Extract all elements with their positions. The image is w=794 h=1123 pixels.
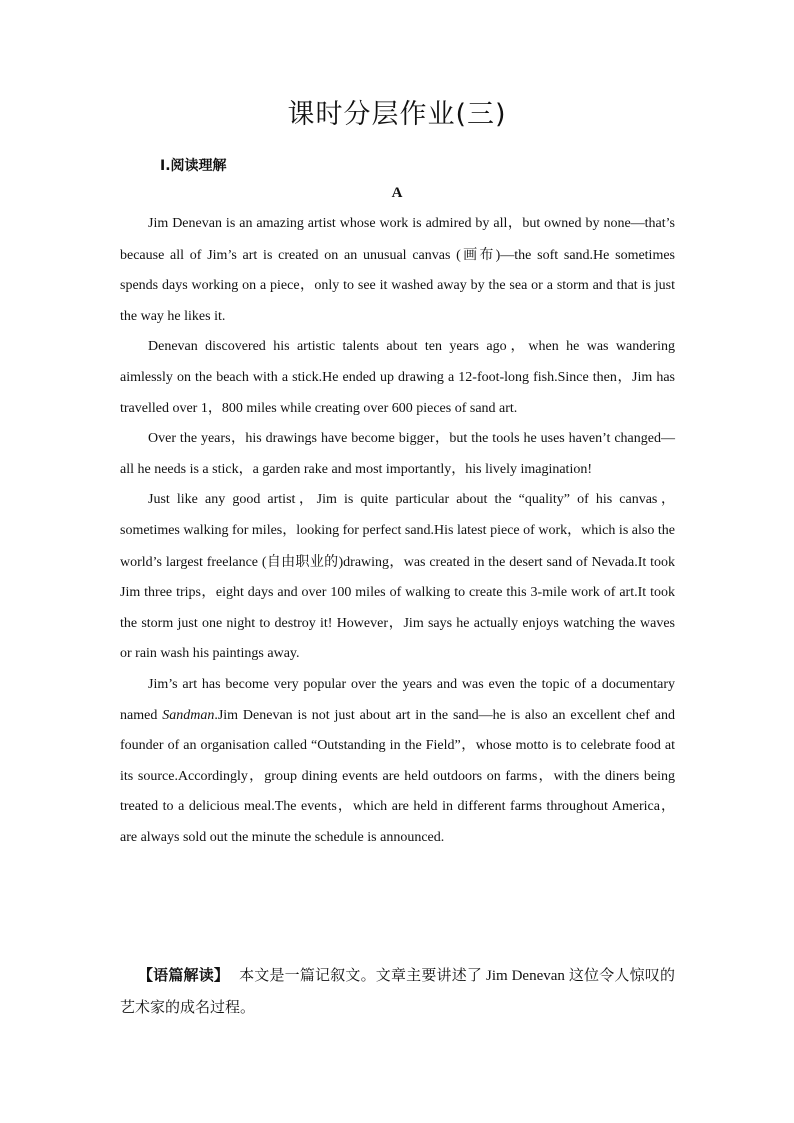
paragraph-1 bbox=[120, 209, 675, 332]
summary-tag: 【语篇解读】 bbox=[138, 966, 230, 984]
paragraph-4 bbox=[120, 485, 675, 670]
section-heading: Ⅰ.阅读理解 bbox=[160, 158, 227, 174]
paragraph-2 bbox=[120, 332, 675, 424]
passage-summary bbox=[120, 960, 675, 1023]
gloss-freelance: 自由职业的 bbox=[266, 553, 339, 570]
paragraph-4-text-b: )drawing，was created in the desert sand of Nevada.It took Jim three trips，eight days and over 100 miles of walking to create this 3-mile work of art.It took the storm just one night to destroy it! However，Jim says he actually enjoys watching the waves or rain wash his paintings away. bbox=[120, 554, 676, 662]
passage-body bbox=[120, 209, 675, 853]
paragraph-1-text-b: )—the soft sand.He sometimes spends days working on a piece，only to see it washed away by the sea or a storm and that is just the way he likes it. bbox=[120, 247, 676, 324]
passage-label: A bbox=[391, 185, 403, 201]
paragraph-5 bbox=[120, 670, 675, 854]
paragraph-5-text-b: .Jim Denevan is not just about art in the sand—he is also an excellent chef and founder of an organisation called “Outstanding in the Field”，whose motto is to celebrate food at its source.Accordingly，group dining events are held outdoors on farms，with the diners being treated to a delicious meal.The events，which are held in different farms throughout America，are always sold out the minute the schedule is announced. bbox=[120, 707, 675, 845]
paragraph-3-text: Over the years，his drawings have become bigger，but the tools he uses haven’t changed—all he needs is a stick，a garden rake and most importantly，his lively imagination! bbox=[120, 431, 675, 477]
summary-text-a: 本文是一篇记叙文。文章主要讲述了 bbox=[239, 966, 483, 984]
paragraph-4-text-a: Just like any good artist，Jim is quite particular about the “quality” of his canvas，sometimes walking for miles，looking for perfect sand.His latest piece of work，which is also the world’s largest freelance ( bbox=[120, 492, 675, 570]
summary-name: Jim Denevan bbox=[482, 968, 569, 984]
summary-paragraph bbox=[120, 960, 675, 1023]
gloss-canvas: 画布 bbox=[460, 246, 496, 263]
paragraph-3 bbox=[120, 424, 675, 485]
paragraph-2-text: Denevan discovered his artistic talents about ten years ago，when he was wandering aimlessly on the beach with a stick.He ended up drawing a 12-foot-long fish.Since then，Jim has travelled over 1，800 miles while creating over 600 pieces of sand art. bbox=[120, 339, 675, 416]
paragraph-5-text-a: Jim’s art has become very popular over the years and was even the topic of a documentary named bbox=[120, 676, 675, 723]
summary-text-b: 这位令人惊叹的艺术家的成名过程。 bbox=[120, 966, 675, 1016]
paragraph-1-text-a: Jim Denevan is an amazing artist whose work is admired by all，but owned by none—that’s because all of Jim’s art is created on an unusual canvas ( bbox=[120, 216, 675, 263]
page-title: 课时分层作业(三) bbox=[287, 99, 507, 130]
documentary-title: Sandman bbox=[162, 707, 215, 723]
